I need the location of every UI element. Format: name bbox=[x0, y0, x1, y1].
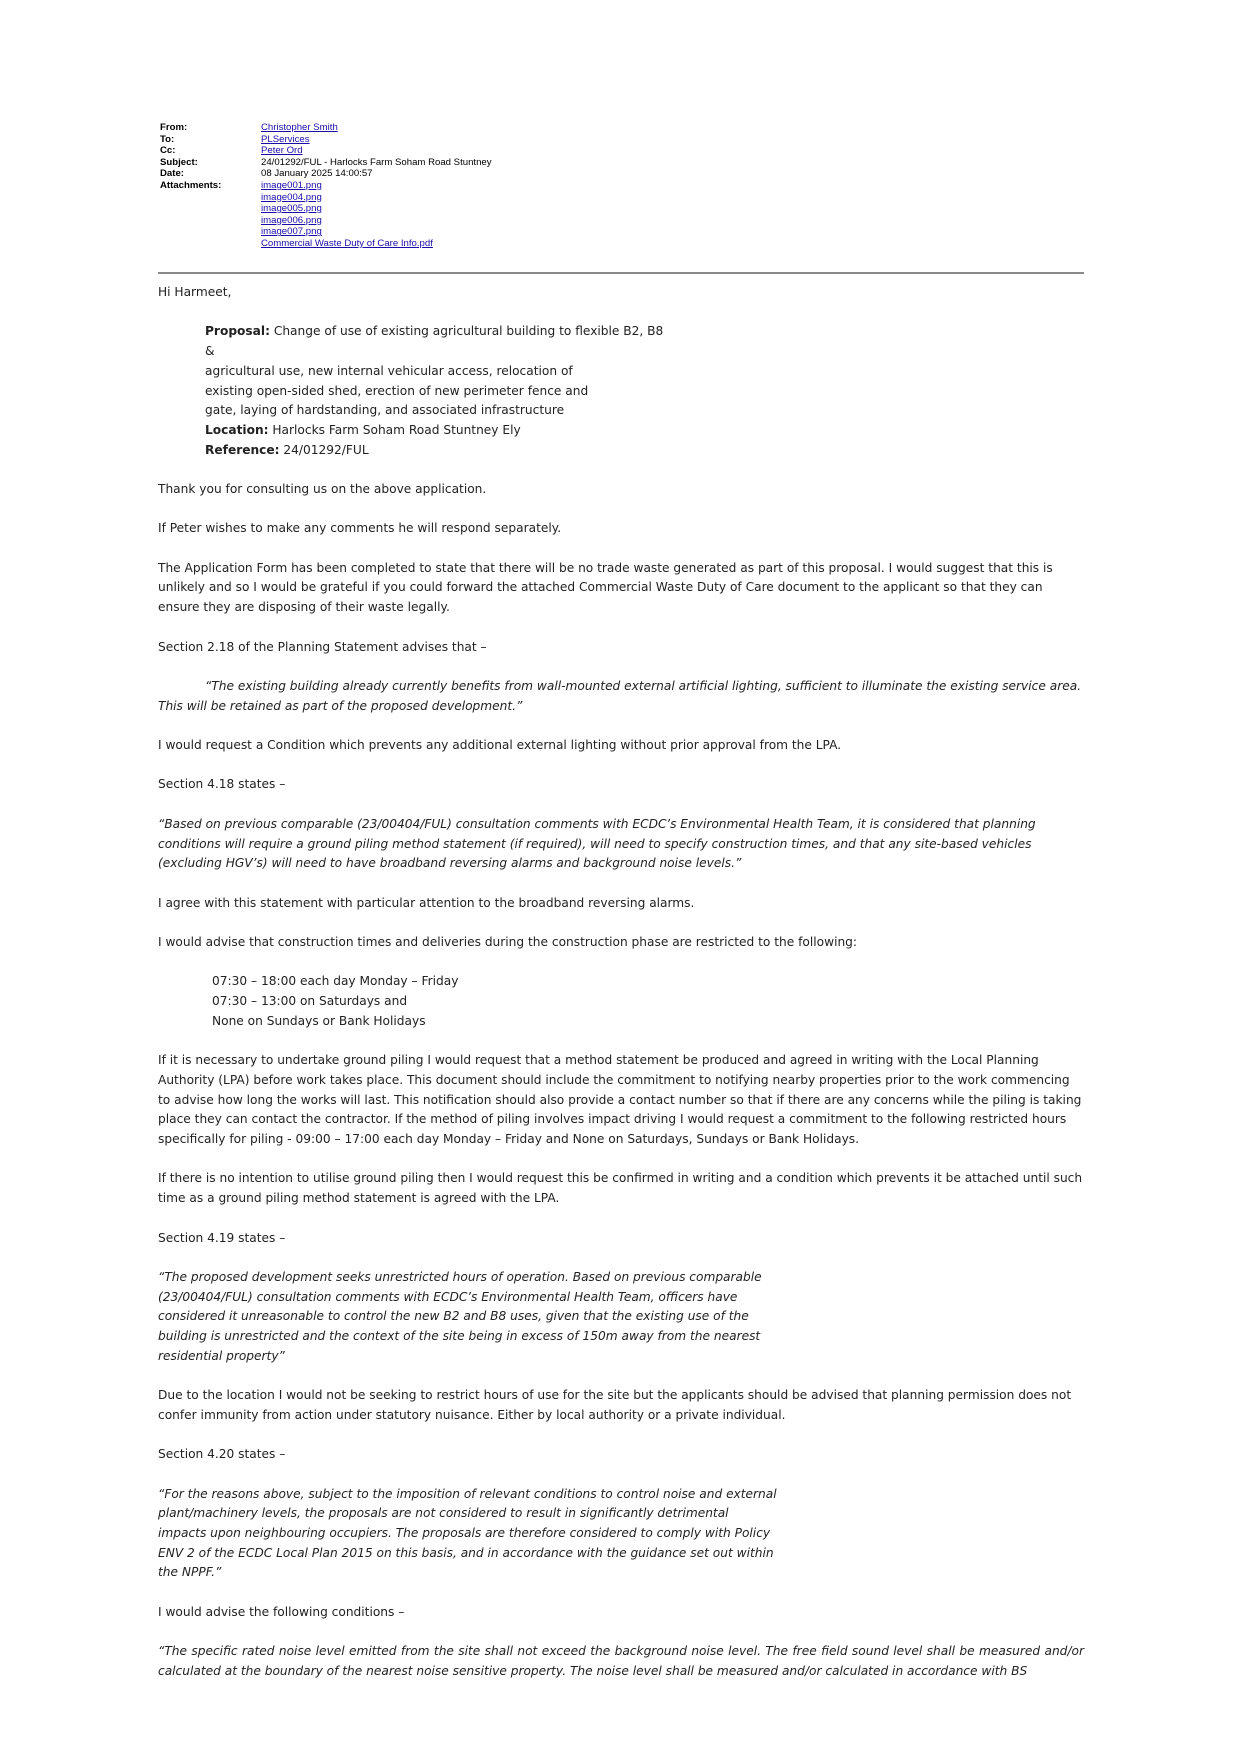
paragraph-section-4-18: Section 4.18 states – bbox=[158, 777, 286, 792]
from-link[interactable]: Christopher Smith bbox=[261, 122, 338, 133]
attachment-link[interactable]: Commercial Waste Duty of Care Info.pdf bbox=[261, 237, 433, 249]
time-line: 07:30 – 18:00 each day Monday – Friday bbox=[212, 974, 459, 989]
paragraph-agree: I agree with this statement with particular attention to the broadband reversing alarms. bbox=[158, 895, 695, 910]
paragraph-piling: If it is necessary to undertake ground piling I would request that a method statement be produced and agreed in writing with the Local Planning Authority (LPA) before work takes place. This document should include the commitment to notifying nearby properties prior to the work commencing to advise how long the works will last. This notification should also provide a contact number so that if there are any concerns while the piling is taking place they can contact the contractor. If the method of piling involves impact driving I would request a commitment to the following restricted hours specifically for piling - 09:00 – 17:00 each day Monday – Friday and None on Saturdays, Sundays or Bank Holidays. bbox=[158, 1053, 1082, 1147]
cc-row bbox=[160, 145, 492, 157]
proposal-line: existing open-sided shed, erection of new perimeter fence and bbox=[205, 383, 589, 398]
reference-line bbox=[205, 441, 665, 461]
cc-link[interactable]: Peter Ord bbox=[261, 145, 303, 157]
construction-times-list bbox=[212, 972, 1084, 1031]
to-link[interactable]: PLServices bbox=[261, 133, 310, 145]
paragraph-waste: The Application Form has been completed to state that there will be no trade waste generated as part of this proposal. I would suggest that this is unlikely and so I would be grateful if you could forward the attached Commercial Waste Duty of Care document to the applicant so that they can ensure they are disposing of their waste legally. bbox=[158, 560, 1053, 615]
subject-row bbox=[160, 157, 492, 169]
greeting: Hi Harmeet, bbox=[158, 285, 232, 299]
proposal-text: Change of use of existing agricultural building to flexible B2, B8 & bbox=[205, 324, 664, 359]
reference-label: Reference: bbox=[205, 442, 280, 457]
subject-value: 24/01292/FUL - Harlocks Farm Soham Road Stuntney bbox=[261, 156, 492, 168]
quote-section-4-20: “For the reasons above, subject to the imposition of relevant conditions to control noise and external plant/machinery levels, the proposals are not considered to result in significantly detrimental impacts upon neighbouring occupiers. The proposals are therefore considered to comply with Policy ENV 2 of the ECDC Local Plan 2015 on this basis, and in accordance with the guidance set out within the NPPF.” bbox=[158, 1486, 777, 1580]
date-value: 08 January 2025 14:00:57 bbox=[261, 168, 373, 180]
from-label: From: bbox=[160, 122, 188, 133]
paragraph-construction-times: I would advise that construction times and deliveries during the construction phase are restricted to the following: bbox=[158, 935, 858, 950]
paragraph-thanks: Thank you for consulting us on the above application. bbox=[158, 482, 487, 496]
cc-label: Cc: bbox=[160, 145, 176, 157]
proposal-block bbox=[205, 322, 665, 460]
subject-label: Subject: bbox=[160, 156, 198, 168]
paragraph-section-4-20: Section 4.20 states – bbox=[158, 1447, 286, 1462]
attachment-link[interactable]: image007.png bbox=[261, 226, 322, 238]
attachments-row bbox=[160, 180, 492, 250]
proposal-line bbox=[205, 322, 665, 361]
paragraph-section-2-18: Section 2.18 of the Planning Statement advises that – bbox=[158, 639, 487, 654]
proposal-line: gate, laying of hardstanding, and associated infrastructure bbox=[205, 403, 565, 418]
quote-section-4-19: “The proposed development seeks unrestricted hours of operation. Based on previous comparable (23/00404/FUL) consultation comments with ECDC’s Environmental Health Team, officers have considered it unreasonable to control the new B2 and B8 uses, given that the existing use of the building is unrestricted and the context of the site being in excess of 150m away from the nearest residential property” bbox=[158, 1269, 762, 1363]
attachment-link[interactable]: image005.png bbox=[261, 203, 322, 215]
attachment-link[interactable]: image006.png bbox=[261, 214, 322, 226]
location-line bbox=[205, 421, 665, 441]
quote-section-2-18: “The existing building already currently benefits from wall-mounted external artificial lighting, sufficient to illuminate the existing service area. This will be retained as part of the proposed development.” bbox=[158, 678, 1082, 713]
paragraph-peter: If Peter wishes to make any comments he will respond separately. bbox=[158, 521, 562, 536]
attachments-list bbox=[261, 180, 433, 250]
paragraph-hours: Due to the location I would not be seeking to restrict hours of use for the site but the applicants should be advised that planning permission does not confer immunity from action under statutory nuisance. Either by local authority or a private individual. bbox=[158, 1388, 1072, 1422]
attachment-link[interactable]: image004.png bbox=[261, 191, 322, 203]
email-header bbox=[160, 122, 492, 250]
paragraph-lighting: I would request a Condition which prevents any additional external lighting without prior approval from the LPA. bbox=[158, 738, 842, 753]
date-label: Date: bbox=[160, 168, 184, 180]
from-row bbox=[160, 122, 492, 134]
quote-section-4-18: “Based on previous comparable (23/00404/FUL) consultation comments with ECDC’s Environmental Health Team, it is considered that planning conditions will require a ground piling method statement (if required), will need to specify construction times, and that any site-based vehicles (excluding HGV’s) will need to have broadband reversing alarms and background noise levels.” bbox=[158, 816, 1036, 871]
paragraph-section-4-19: Section 4.19 states – bbox=[158, 1230, 286, 1245]
reference-text: 24/01292/FUL bbox=[279, 442, 369, 457]
to-row bbox=[160, 134, 492, 146]
attachments-label: Attachments: bbox=[160, 179, 222, 191]
time-line: 07:30 – 13:00 on Saturdays and bbox=[212, 994, 408, 1009]
paragraph-no-piling: If there is no intention to utilise ground piling then I would request this be confirmed in writing and a condition which prevents it be attached until such time as a ground piling method statement is agreed with the LPA. bbox=[158, 1171, 1083, 1206]
paragraph-conditions: I would advise the following conditions – bbox=[158, 1604, 405, 1619]
proposal-label: Proposal: bbox=[205, 324, 270, 339]
time-line: None on Sundays or Bank Holidays bbox=[212, 1013, 426, 1028]
location-label: Location: bbox=[205, 422, 269, 437]
quote-condition: “The specific rated noise level emitted from the site shall not exceed the background noise level. The free field sound level shall be measured and/or calculated at the boundary of the nearest noise sensitive property. The noise level shall be measured and/or calculated in accordance with BS bbox=[158, 1644, 1084, 1678]
proposal-line: agricultural use, new internal vehicular access, relocation of bbox=[205, 363, 573, 378]
attachment-link[interactable]: image001.png bbox=[261, 179, 322, 191]
email-body bbox=[158, 283, 1084, 1701]
header-divider bbox=[158, 272, 1084, 274]
date-row bbox=[160, 168, 492, 180]
to-label: To: bbox=[160, 133, 175, 145]
location-text: Harlocks Farm Soham Road Stuntney Ely bbox=[268, 422, 521, 437]
